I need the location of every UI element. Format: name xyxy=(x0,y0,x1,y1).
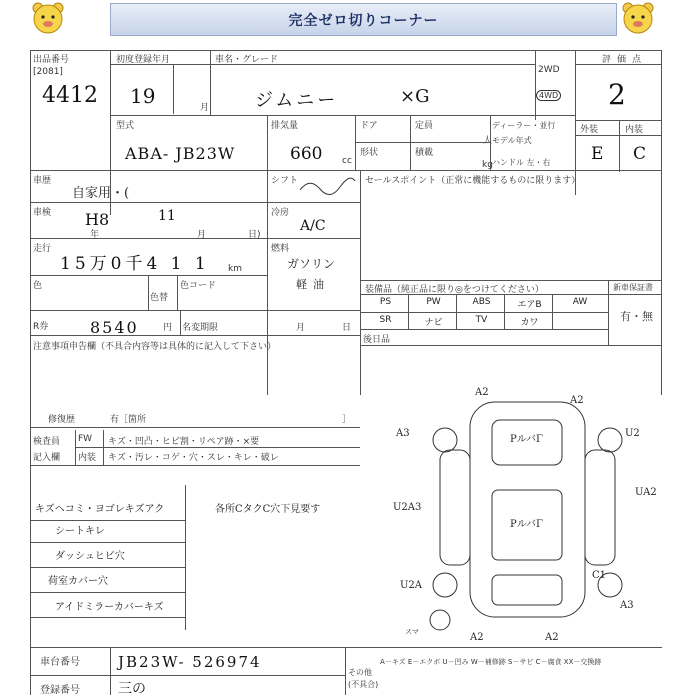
fw-label: FW xyxy=(78,434,93,444)
ac-value: A/C xyxy=(300,218,326,234)
shift-scribble-mark xyxy=(295,175,360,200)
first-registration-label: 初度登録年月 xyxy=(116,55,171,65)
lot-number-label: 出品番号 xyxy=(33,55,70,65)
spare-tire-label: スマ xyxy=(405,628,419,636)
damage-p-bumper-front: PルバΓ xyxy=(510,434,543,445)
other-label: その他 xyxy=(348,668,372,677)
repair-history-close: ］ xyxy=(342,415,352,425)
remark-line-2: シートキレ xyxy=(55,526,105,537)
remark-line-5: アイドミラーカバーキズ xyxy=(55,602,164,613)
first-registration-year: 19 xyxy=(130,84,156,108)
interior-entry-label: 内装 xyxy=(78,453,97,463)
name-change-day: 日 xyxy=(342,323,352,333)
damage-u2a3-left: U2A3 xyxy=(393,502,422,513)
car-history-label: 車歴 xyxy=(33,176,52,186)
remark-line-4: 荷室カバー穴 xyxy=(48,576,108,587)
color-code-label: 色コード xyxy=(180,281,217,291)
shaken-month-unit: 月 xyxy=(197,230,207,240)
damage-a3-left: A3 xyxy=(396,428,410,439)
damage-c1-right: C1 xyxy=(592,570,607,581)
interior-grade: C xyxy=(633,144,647,164)
chassis-number-label: 車台番号 xyxy=(40,657,80,668)
equip-abs: ABS xyxy=(472,297,491,307)
lot-sub-code: [2081] xyxy=(33,67,63,77)
door-label: ドア xyxy=(360,121,378,131)
after-seat-label: 後日品 xyxy=(363,335,391,345)
damage-a2-top: A2 xyxy=(475,387,489,398)
damage-legend: A－キズ E－エクボ U－凹み W－補修跡 S－サビ C－腐食 XX－交換跡 xyxy=(380,658,602,666)
repair-history-label: 修復歴 xyxy=(48,415,76,425)
load-label: 積載 xyxy=(415,148,434,158)
fuel-diesel: 軽油 xyxy=(296,278,330,291)
grade: ×G xyxy=(400,86,430,107)
color-label: 色 xyxy=(33,281,43,291)
entry-label: 記入欄 xyxy=(33,453,61,463)
shaken-label: 車検 xyxy=(33,208,52,218)
selling-points-label: セールスポイント（正常に機能するものに限ります） xyxy=(365,176,581,186)
equip-tv: TV xyxy=(475,315,488,325)
capacity-label: 定員 xyxy=(415,121,434,131)
equip-sr: SR xyxy=(379,315,392,325)
mileage-value: 15万0千4 1 1 xyxy=(60,254,210,274)
r-ticket-unit: 円 xyxy=(163,323,173,333)
model-code: ABA- JB23W xyxy=(125,144,236,163)
car-history-value: 自家用・( xyxy=(72,186,130,201)
damage-a2-top-right: A2 xyxy=(570,395,584,406)
damage-u2-right: U2 xyxy=(625,428,640,439)
lot-number: 4412 xyxy=(42,83,98,108)
dealer-label: ディーラー・並行 xyxy=(492,121,556,130)
car-damage-diagram xyxy=(400,380,655,635)
registration-number: 三の xyxy=(118,681,146,697)
damage-ua2-right: UA2 xyxy=(635,487,657,498)
shift-label: シフト xyxy=(271,176,299,186)
inspector-label: 検査員 xyxy=(33,437,61,447)
exterior-grade: E xyxy=(591,144,604,164)
remark-line-3: ダッシュヒビ穴 xyxy=(55,551,125,562)
other-label-defect: (不具合) xyxy=(348,680,379,689)
equip-airbag: エアB xyxy=(517,300,542,310)
damage-a2-rear: A2 xyxy=(470,632,484,643)
damage-u2a-left: U2A xyxy=(400,580,423,591)
fuel-label: 燃料 xyxy=(271,244,290,254)
mileage-label: 走行 xyxy=(33,244,52,254)
load-unit: kg xyxy=(482,160,493,170)
color-change-label: 色替 xyxy=(150,293,169,303)
equip-leather: カワ xyxy=(520,318,539,328)
damage-a3-rear: A3 xyxy=(620,600,634,611)
ac-label: 冷房 xyxy=(271,208,290,218)
shaken-month: 11 xyxy=(158,208,176,224)
shaken-day-unit: 日) xyxy=(248,230,261,240)
new-car-warranty-label: 新車保証書 xyxy=(613,283,653,292)
capacity-unit: 人 xyxy=(483,136,493,146)
chassis-number: JB23W- 526974 xyxy=(118,653,262,671)
registration-number-label: 登録番号 xyxy=(40,685,80,696)
name-change-label: 名変期限 xyxy=(182,323,219,333)
car-name-label: 車名・グレード xyxy=(215,55,279,65)
mileage-unit: km xyxy=(228,264,242,274)
drive-4wd: 4WD xyxy=(536,90,561,101)
interior-items: キズ・汚レ・コゲ・穴・スレ・キレ・破レ xyxy=(108,453,279,463)
score-value: 2 xyxy=(608,78,626,111)
fw-items: キズ・凹凸・ヒビ割・リペア跡・×要 xyxy=(108,437,260,447)
shape-label: 形状 xyxy=(360,148,379,158)
r-ticket-value: 8540 xyxy=(90,318,139,337)
remark-right-note: 各所CタクC穴下見要す xyxy=(215,504,321,515)
name-change-month: 月 xyxy=(296,323,306,333)
displacement-unit: cc xyxy=(342,156,352,166)
notes-label: 注意事項申告欄（不具合内容等は具体的に記入して下さい） xyxy=(33,342,277,352)
shaken-year-unit: 年 xyxy=(90,230,100,240)
damage-a2-rear-right: A2 xyxy=(545,632,559,643)
auction-sheet xyxy=(30,50,662,695)
exterior-label: 外装 xyxy=(580,125,599,135)
car-name: ジムニー xyxy=(255,90,339,111)
registration-month-unit: 月 xyxy=(200,103,210,113)
equip-pw: PW xyxy=(426,297,441,307)
score-label: 評価点 xyxy=(602,55,648,65)
equip-aw: AW xyxy=(572,297,588,307)
drive-2wd: 2WD xyxy=(538,65,560,75)
new-car-warranty-value: 有・無 xyxy=(620,310,653,323)
equipment-label: 装備品（純正品に限り◎をつけてください） xyxy=(365,285,544,295)
repair-history-value: 有［箇所 xyxy=(110,415,147,425)
bear-mascot-icon xyxy=(618,0,658,36)
banner-title: 完全ゼロ切りコーナー xyxy=(110,3,617,36)
model-year-label: モデル年式 xyxy=(492,136,532,145)
handle-label: ハンドル 左・右 xyxy=(492,158,551,167)
bear-mascot-icon xyxy=(28,0,68,36)
shaken-era-year: H8 xyxy=(85,210,110,229)
displacement-label: 排気量 xyxy=(271,121,299,131)
fuel-gasoline: ガソリン xyxy=(287,257,336,271)
interior-label: 内装 xyxy=(625,125,644,135)
model-label: 型式 xyxy=(116,121,135,131)
remark-line-1: キズヘコミ・ヨゴレキズアク xyxy=(35,504,165,515)
displacement: 660 xyxy=(290,144,323,164)
equip-navi: ナビ xyxy=(424,318,443,328)
damage-p-body: PルバΓ xyxy=(510,519,543,530)
equip-ps: PS xyxy=(379,297,392,307)
r-ticket-label: R券 xyxy=(33,322,49,332)
